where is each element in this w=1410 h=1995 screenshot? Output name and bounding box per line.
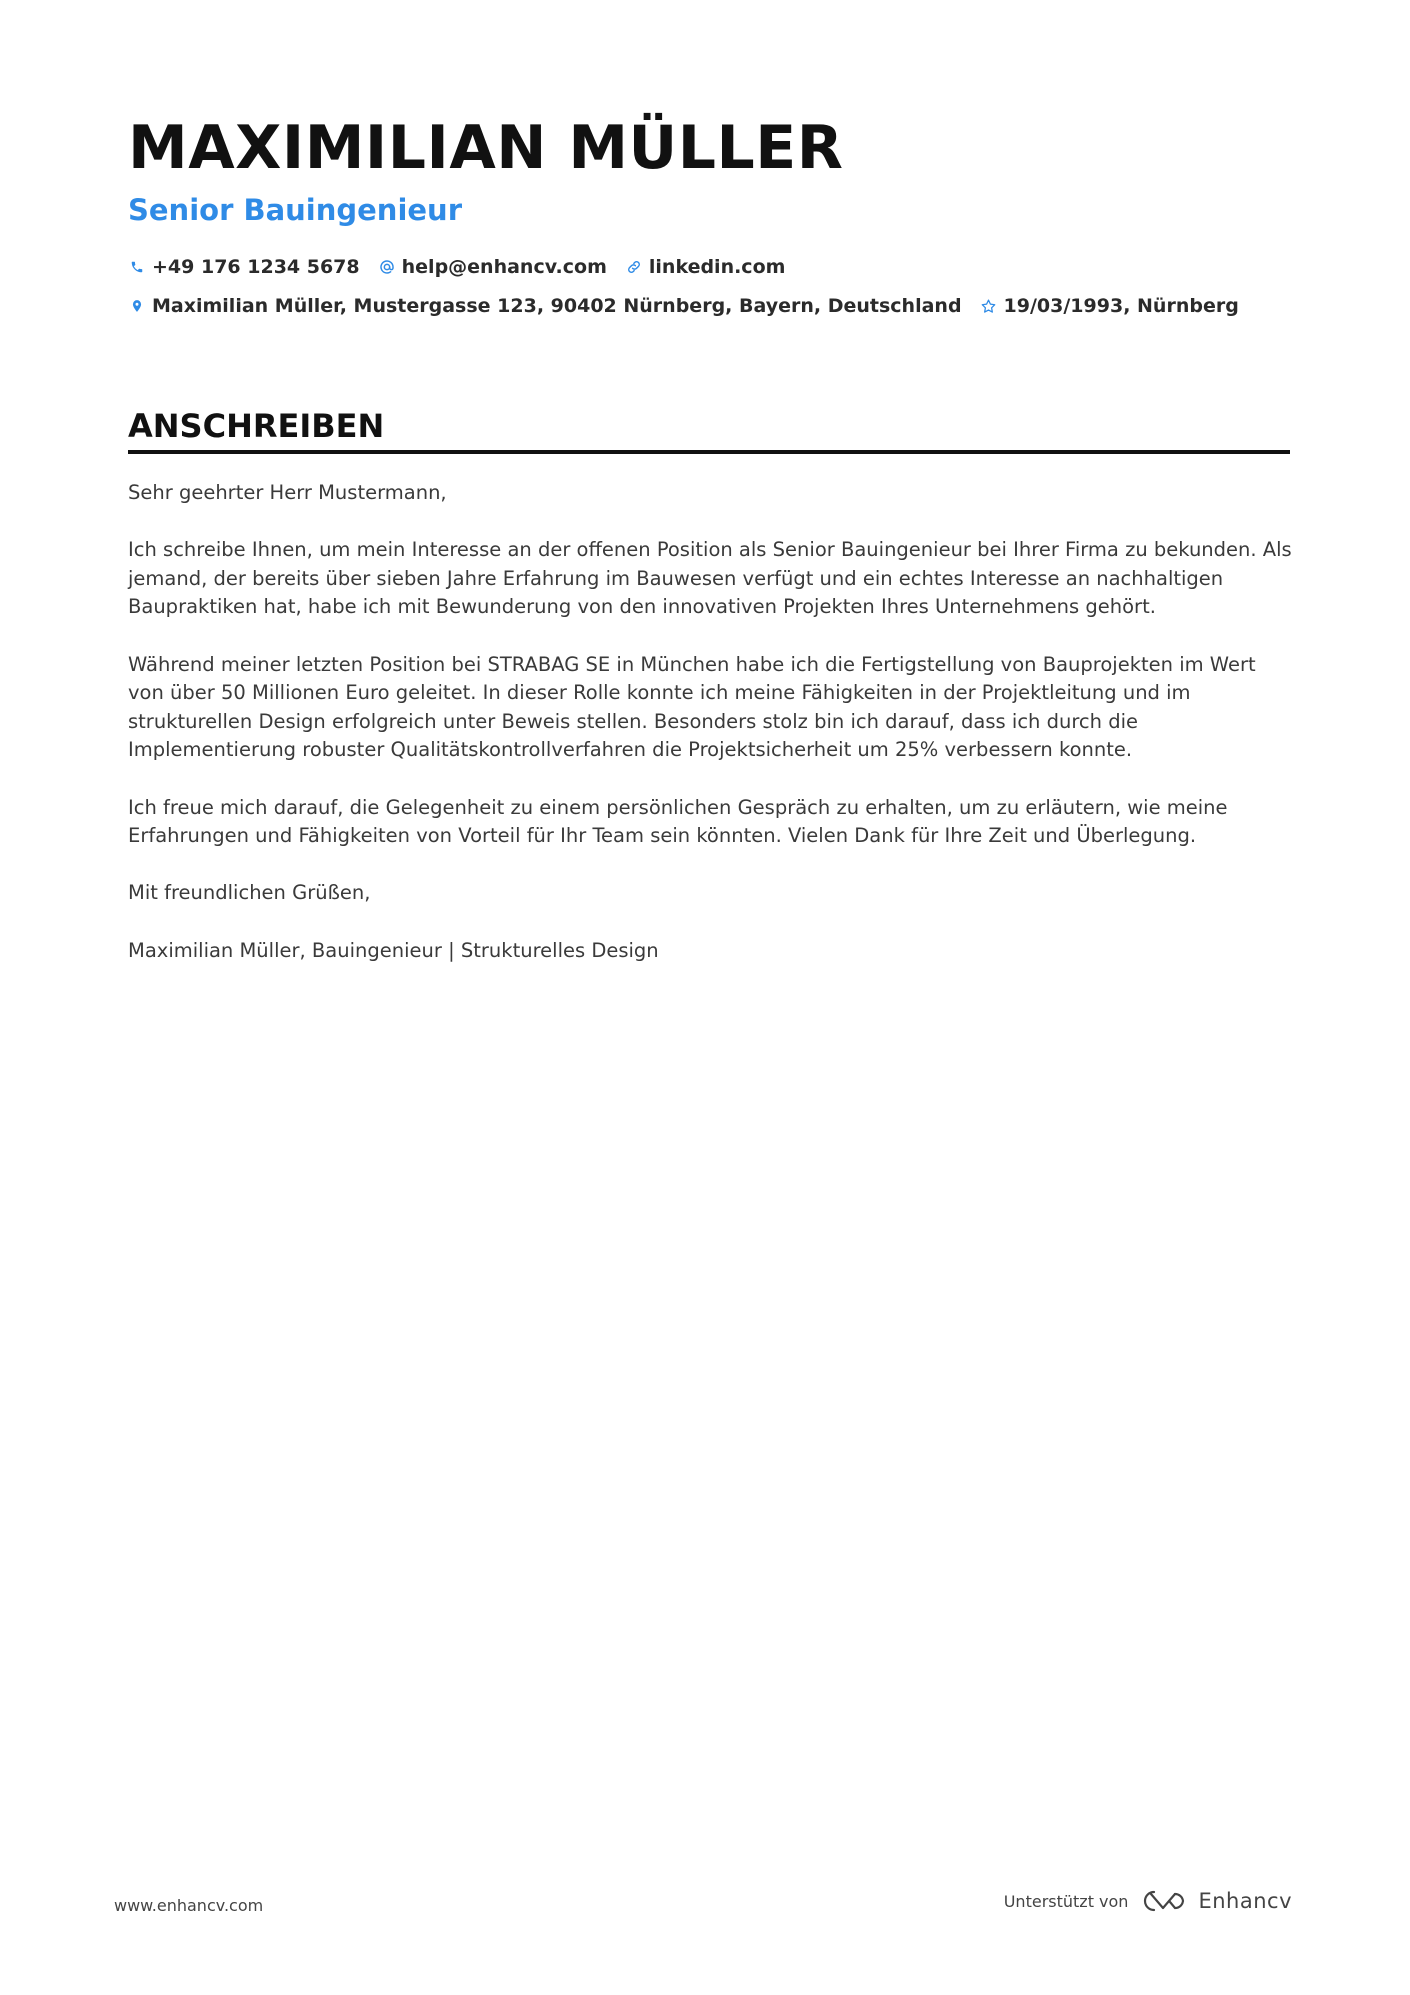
- letter-paragraph: Ich schreibe Ihnen, um mein Interesse an der offenen Position als Senior Bauingenieur bei Ihrer Firma zu bekunden. Als jemand, der bereits über sieben Jahre Erfahrung im Bauwesen verfügt und ein echtes Interesse an nachhaltigen Baupraktiken hat, habe ich mit Bewunderung von den innovativen Projekten Ihres Unternehmens gehört.: [128, 538, 1292, 619]
- letter-salutation: Sehr geehrter Herr Mustermann,: [128, 481, 447, 504]
- contact-row-secondary: [128, 291, 1257, 321]
- letter-signature: Maximilian Müller, Bauingenieur | Strukturelles Design: [128, 938, 659, 962]
- contact-address-text: Maximilian Müller, Mustergasse 123, 90402 Nürnberg, Bayern, Deutschland: [152, 295, 962, 317]
- contact-link-text: linkedin.com: [648, 256, 786, 278]
- enhancv-logo-icon: [1140, 1888, 1186, 1914]
- contact-link[interactable]: [625, 256, 786, 278]
- contact-phone-text: +49 176 1234 5678: [152, 256, 360, 278]
- letter-closing: Mit freundlichen Grüßen,: [128, 881, 371, 905]
- contact-birth: [980, 295, 1239, 317]
- contact-email[interactable]: [378, 256, 607, 278]
- letter-body: [128, 479, 1293, 994]
- brand-name: Enhancv: [1198, 1889, 1292, 1913]
- contact-email-text: help@enhancv.com: [401, 256, 607, 278]
- letter-paragraph: Ich freue mich darauf, die Gelegenheit zu einem persönlichen Gespräch zu erhalten, um zu erläutern, wie meine Erfahrungen und Fähigkeiten von Vorteil für Ihr Team sein könnten. Vielen Dank für Ihre Zeit und Überlegung.: [128, 795, 1228, 848]
- footer-branding[interactable]: [1004, 1888, 1292, 1914]
- contact-phone[interactable]: [128, 256, 360, 278]
- contact-row-primary: [128, 252, 803, 282]
- candidate-headline: Senior Bauingenieur: [128, 193, 462, 227]
- contact-birth-text: 19/03/1993, Nürnberg: [1003, 295, 1239, 317]
- phone-icon: [128, 258, 146, 276]
- letter-paragraph: Während meiner letzten Position bei STRABAG SE in München habe ich die Fertigstellung von Bauprojekten im Wert von über 50 Millionen Euro geleitet. In dieser Rolle konnte ich meine Fähigkeiten in der Projektleitung und im strukturellen Design erfolgreich unter Beweis stellen. Besonders stolz bin ich darauf, dass ich durch die Implementierung robuster Qualitätskontrollverfahren die Projektsicherheit um 25% verbessern konnte.: [128, 652, 1256, 762]
- footer-website[interactable]: www.enhancv.com: [114, 1896, 264, 1915]
- link-icon: [625, 258, 643, 276]
- candidate-name: MAXIMILIAN MÜLLER: [128, 113, 844, 183]
- section-divider: [128, 450, 1290, 454]
- contact-address: [128, 295, 962, 317]
- powered-by-text: Unterstützt von: [1003, 1891, 1129, 1911]
- star-icon: [980, 297, 998, 315]
- at-icon: [378, 258, 396, 276]
- map-pin-icon: [128, 297, 146, 315]
- section-title: ANSCHREIBEN: [128, 407, 385, 445]
